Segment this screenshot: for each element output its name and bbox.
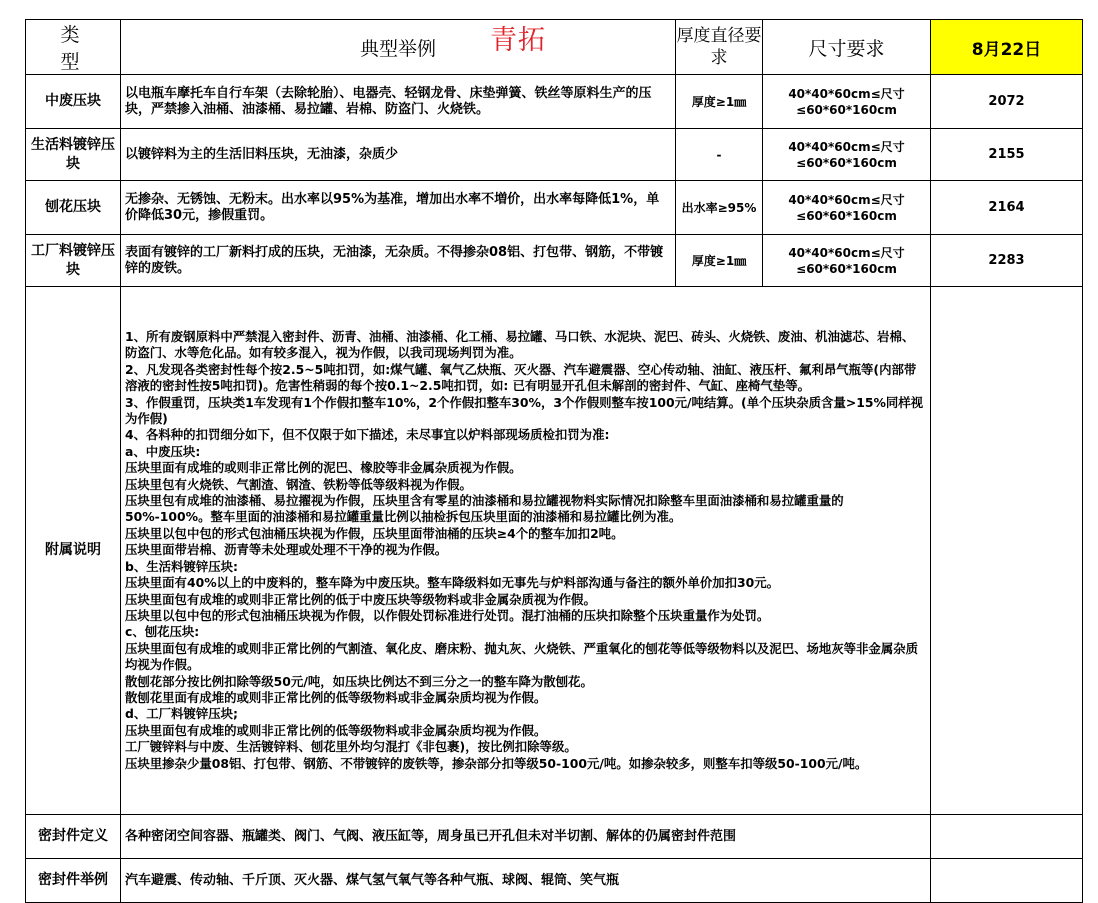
notes-line: 压块里包有成堆的油漆桶、易拉擢视为作假，压块里含有零星的油漆桶和易拉罐视物料实际情况扣除整车里面油漆桶和易拉罐重量的50%-100%。整车里面的油漆桶和易拉罐重量比例以抽检拆包压块里面的油漆桶和易拉罐比例为准。 bbox=[125, 493, 844, 525]
notes-line: 压块里面包有成堆的或则非正常比例的低于中废压块等级物料或非金属杂质视为作假。 bbox=[125, 591, 596, 607]
notes-line: 2、凡发现各类密封性每个按2.5~5吨扣罚，如:煤气罐、氧气乙炔瓶、灭火器、汽车避震器、空心传动轴、油缸、液压杆、氟利昂气瓶等(内部带溶液的密封性按5吨扣罚)。危害性稍弱的每个按0.1~2.5吨扣罚，如: 已有明显开孔但未解剖的密封件、气缸、座椅气垫等。 bbox=[125, 361, 917, 394]
notes-line: 散刨花部分按比例扣除等级50元/吨，如压块比例达不到三分之一的整车降为散刨花。 bbox=[125, 673, 593, 689]
notes-line: 压块里包有火烧铁、气割渣、钢渣、铁粉等低等级料视为作假。 bbox=[125, 476, 472, 492]
row-price: 2155 bbox=[931, 129, 1083, 181]
notes-line: 散刨花里面有成堆的或则非正常比例的低等级物料或非金属杂质均视为作假。 bbox=[125, 689, 547, 705]
notes-line: 压块里以包中包的形式包油桶压块视为作假，以作假处罚标准进行处罚。混打油桶的压块扣除整个压块重量作为处罚。 bbox=[125, 607, 770, 623]
row-thickness: 厚度≥1㎜ bbox=[676, 235, 763, 287]
row-category: 刨花压块 bbox=[26, 181, 121, 235]
seal-examples-category: 密封件举例 bbox=[26, 859, 121, 903]
seal-examples-row bbox=[26, 859, 1083, 903]
notes-line: 工厂镀锌料与中废、生活镀锌料、刨花里外均匀混打《非包裹)，按比例扣除等级。 bbox=[125, 739, 577, 755]
header-date: 8月22日 bbox=[931, 20, 1083, 75]
notes-line: 4、各料种的扣罚细分如下，但不仅限于如下描述，未尽事宜以炉料部现场质检扣罚为准: bbox=[125, 427, 610, 443]
header-thickness: 厚度直径要求 bbox=[676, 20, 763, 75]
table-row bbox=[26, 75, 1083, 129]
notes-price-cell bbox=[931, 287, 1083, 815]
row-category: 中废压块 bbox=[26, 75, 121, 129]
header-row bbox=[26, 20, 1083, 75]
row-thickness: 厚度≥1㎜ bbox=[676, 75, 763, 129]
row-example: 以电瓶车摩托车自行车架（去除轮胎）、电器壳、轻钢龙骨、床垫弹簧、铁丝等原料生产的压块，严禁掺入油桶、油漆桶、易拉罐、岩棉、防盗门、火烧铁。 bbox=[121, 75, 676, 129]
row-price: 2164 bbox=[931, 181, 1083, 235]
row-price: 2283 bbox=[931, 235, 1083, 287]
seal-definition-row bbox=[26, 815, 1083, 859]
row-size: 40*40*60cm≤尺寸≤60*60*160cm bbox=[763, 181, 931, 235]
row-thickness: 出水率≥95% bbox=[676, 181, 763, 235]
notes-line: 压块里掺杂少量08铝、打包带、钢筋、不带镀锌的废铁等，掺杂部分扣等级50-100元/吨。如掺杂较多，则整车扣等级50-100元/吨。 bbox=[125, 755, 868, 771]
notes-line: a、中废压块: bbox=[125, 443, 201, 459]
notes-line: 压块里面有40%以上的中废料的，整车降为中废压块。整车降级料如无事先与炉料部沟通与备注的额外单价加扣30元。 bbox=[125, 575, 780, 591]
notes-content bbox=[121, 287, 931, 815]
price-table bbox=[25, 19, 1083, 903]
seal-definition-text: 各种密闭空间容器、瓶罐类、阀门、气阀、液压缸等，周身虽已开孔但未对半切割、解体的仍属密封件范围 bbox=[121, 815, 931, 859]
notes-line: 压块里面带岩棉、沥青等未处理或处理不干净的视为作假。 bbox=[125, 542, 448, 558]
row-size: 40*40*60cm≤尺寸≤60*60*160cm bbox=[763, 235, 931, 287]
notes-line: 3、作假重罚，压块类1车发现有1个作假扣整车10%，2个作假扣整车30%，3个作假则整车按100元/吨结算。(单个压块杂质含量>15%同样视为作假) bbox=[125, 394, 924, 427]
table-row bbox=[26, 129, 1083, 181]
notes-line: 1、所有废钢原料中严禁混入密封件、沥青、油桶、油漆桶、化工桶、易拉罐、马口铁、水泥块、泥巴、砖头、火烧铁、废油、机油滤芯、岩棉、防盗门、水等危化品。如有较多混入，视为作假，以我司现场判罚为准。 bbox=[125, 329, 915, 361]
seal-definition-category: 密封件定义 bbox=[26, 815, 121, 859]
table-row bbox=[26, 181, 1083, 235]
notes-line: 压块里面有成堆的或则非正常比例的泥巴、橡胶等非金属杂质视为作假。 bbox=[125, 460, 522, 476]
row-example: 以镀锌料为主的生活旧料压块，无油漆，杂质少 bbox=[121, 129, 676, 181]
table-row bbox=[26, 235, 1083, 287]
header-category: 类 型 bbox=[26, 20, 121, 75]
notes-row bbox=[26, 287, 1083, 815]
header-size: 尺寸要求 bbox=[763, 20, 931, 75]
seal-examples-price-cell bbox=[931, 859, 1083, 903]
notes-line: d、工厂料镀锌压块; bbox=[125, 706, 238, 722]
notes-category: 附属说明 bbox=[26, 287, 121, 815]
row-example: 无掺杂、无锈蚀、无粉末。出水率以95%为基准，增加出水率不増价，出水率每降低1%，单价降低30元，掺假重罚。 bbox=[121, 181, 676, 235]
row-example: 表面有镀锌的工厂新料打成的压块，无油漆，无杂质。不得掺杂08铝、打包带、钢筋，不带镀锌的废铁。 bbox=[121, 235, 676, 287]
row-price: 2072 bbox=[931, 75, 1083, 129]
notes-line: b、生活料镀锌压块: bbox=[125, 558, 238, 574]
row-category: 工厂料镀锌压块 bbox=[26, 235, 121, 287]
row-thickness: - bbox=[676, 129, 763, 181]
row-size: 40*40*60cm≤尺寸≤60*60*160cm bbox=[763, 129, 931, 181]
notes-line: 压块里面包有成堆的或则非正常比例的低等级物料或非金属杂质均视为作假。 bbox=[125, 722, 547, 738]
watermark-text: 青拓 bbox=[490, 25, 546, 56]
notes-line: 压块里以包中包的形式包油桶压块视为作假，压块里面带油桶的压块≥4个的整车加扣2吨。 bbox=[125, 525, 624, 541]
notes-line: c、刨花压块: bbox=[125, 624, 200, 640]
row-category: 生活料镀锌压块 bbox=[26, 129, 121, 181]
row-size: 40*40*60cm≤尺寸≤60*60*160cm bbox=[763, 75, 931, 129]
seal-definition-price-cell bbox=[931, 815, 1083, 859]
seal-examples-text: 汽车避震、传动轴、千斤顶、灭火器、煤气氢气氧气等各种气瓶、球阀、辊筒、笑气瓶 bbox=[121, 859, 931, 903]
notes-line: 压块里面包有成堆的或则非正常比例的气割渣、氧化皮、磨床粉、抛丸灰、火烧铁、严重氧化的刨花等低等级物料以及泥巴、场地灰等非金属杂质均视为作假。 bbox=[125, 640, 918, 673]
header-example: 典型举例 bbox=[121, 20, 676, 75]
